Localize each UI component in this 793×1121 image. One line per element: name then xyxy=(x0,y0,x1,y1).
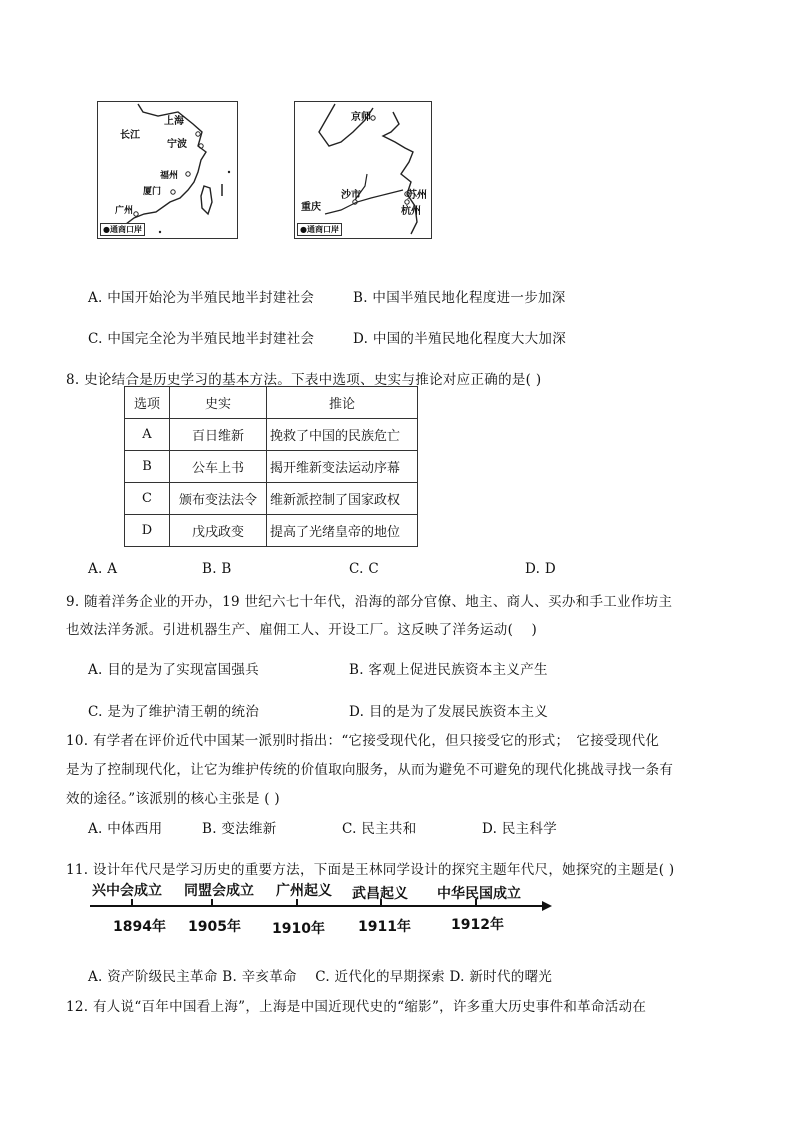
map-label-chongqing: 重庆 xyxy=(301,202,321,213)
timeline-event: 广州起义 xyxy=(276,883,332,899)
q8-option-d: D. D xyxy=(525,561,556,577)
q10-stem-line-1: 10. 有学者在评价近代中国某一派别时指出：“它接受现代化，但只接受它的形式； 它接受现代化 xyxy=(66,733,660,749)
timeline-event: 中华民国成立 xyxy=(437,886,521,902)
q9-option-d: D. 目的是为了发展民族资本主义 xyxy=(349,704,549,720)
q8-stem: 8. 史论结合是历史学习的基本方法。下表中选项、史实与推论对应正确的是( ) xyxy=(66,372,542,388)
map-label-xiamen: 厦门 xyxy=(143,187,162,197)
table-cell: 揭开维新变法运动序幕 xyxy=(267,451,418,483)
q7-option-d: D. 中国的半殖民地化程度大大加深 xyxy=(353,331,567,347)
q9-option-b: B. 客观上促进民族资本主义产生 xyxy=(349,662,548,678)
treaty-ports-map-2 xyxy=(294,101,432,239)
q7-option-b: B. 中国半殖民地化程度进一步加深 xyxy=(353,290,566,306)
timeline-event: 武昌起义 xyxy=(352,886,408,902)
q7-option-c: C. 中国完全沦为半殖民地半封建社会 xyxy=(88,331,315,347)
table-row xyxy=(125,483,418,515)
table-cell: B xyxy=(125,451,170,483)
q7-option-a: A. 中国开始沦为半殖民地半封建社会 xyxy=(88,290,315,306)
table-cell: 维新派控制了国家政权 xyxy=(267,483,418,515)
q11-stem: 11. 设计年代尺是学习历史的重要方法，下面是王林同学设计的探究主题年代尺，她探究的主题是( ) xyxy=(66,862,675,878)
timeline-year: 1894年 xyxy=(113,919,166,935)
table-cell: 百日维新 xyxy=(170,419,267,451)
table-cell: 颁布变法法令 xyxy=(170,483,267,515)
table-cell: D xyxy=(125,515,170,547)
table-row xyxy=(125,451,418,483)
q10-stem-line-2: 是为了控制现代化，让它为维护传统的价值取向服务，从而为避免不可避免的现代化挑战寻找一条有 xyxy=(66,762,674,778)
table-row xyxy=(125,419,418,451)
q9-stem-line-1: 9. 随着洋务企业的开办，19 世纪六七十年代，沿海的部分官僚、地主、商人、买办和手工业作坊主 xyxy=(66,594,673,610)
treaty-ports-map-1 xyxy=(97,101,238,239)
table-header: 推论 xyxy=(267,387,418,419)
map-label-guangzhou: 广州 xyxy=(115,206,134,216)
map-legend: ●通商口岸 xyxy=(100,223,145,236)
map-legend: ●通商口岸 xyxy=(297,223,342,236)
q10-option-a: A. 中体西用 xyxy=(88,821,163,837)
q8-table xyxy=(124,386,418,547)
table-cell: 戊戌政变 xyxy=(170,515,267,547)
map-label-shashi: 沙市 xyxy=(341,190,361,201)
table-header-row xyxy=(125,387,418,419)
timeline-event: 同盟会成立 xyxy=(184,883,254,899)
map-label-yangtze: 长江 xyxy=(120,130,140,141)
q8-option-a: A. A xyxy=(88,561,118,577)
map-label-jingshi: 京师 xyxy=(351,112,371,123)
map-label-shanghai: 上海 xyxy=(164,116,184,127)
q10-option-c: C. 民主共和 xyxy=(342,821,417,837)
map-label-suzhou: 苏州 xyxy=(407,190,427,201)
table-cell: 公车上书 xyxy=(170,451,267,483)
map-label-hangzhou: 杭州 xyxy=(401,206,421,217)
table-cell: C xyxy=(125,483,170,515)
timeline-year: 1910年 xyxy=(272,921,325,937)
q11-options: A. 资产阶级民主革命 B. 辛亥革命 C. 近代化的早期探索 D. 新时代的曙光 xyxy=(88,969,553,985)
q9-option-a: A. 目的是为了实现富国强兵 xyxy=(88,662,260,678)
table-cell: 挽救了中国的民族危亡 xyxy=(267,419,418,451)
timeline-event: 兴中会成立 xyxy=(92,883,162,899)
map-label-ningbo: 宁波 xyxy=(167,139,187,150)
q10-stem-line-3: 效的途径。”该派别的核心主张是 ( ) xyxy=(66,791,280,807)
table-cell: 提高了光绪皇帝的地位 xyxy=(267,515,418,547)
timeline-year: 1912年 xyxy=(451,917,504,933)
q10-option-b: B. 变法维新 xyxy=(202,821,277,837)
q9-stem-line-2: 也效法洋务派。引进机器生产、雇佣工人、开设工厂。这反映了洋务运动( ) xyxy=(66,622,538,638)
table-cell: A xyxy=(125,419,170,451)
q9-option-c: C. 是为了维护清王朝的统治 xyxy=(88,704,260,720)
q8-option-c: C. C xyxy=(349,561,379,577)
timeline-year: 1911年 xyxy=(358,919,411,935)
table-header: 选项 xyxy=(125,387,170,419)
map-label-fuzhou: 福州 xyxy=(160,171,179,181)
q8-option-b: B. B xyxy=(202,561,232,577)
timeline-year: 1905年 xyxy=(188,919,241,935)
q10-option-d: D. 民主科学 xyxy=(482,821,558,837)
q12-stem-line-1: 12. 有人说“百年中国看上海”，上海是中国近现代史的“缩影”，许多重大历史事件和革命活动在 xyxy=(66,999,647,1015)
table-row xyxy=(125,515,418,547)
table-header: 史实 xyxy=(170,387,267,419)
